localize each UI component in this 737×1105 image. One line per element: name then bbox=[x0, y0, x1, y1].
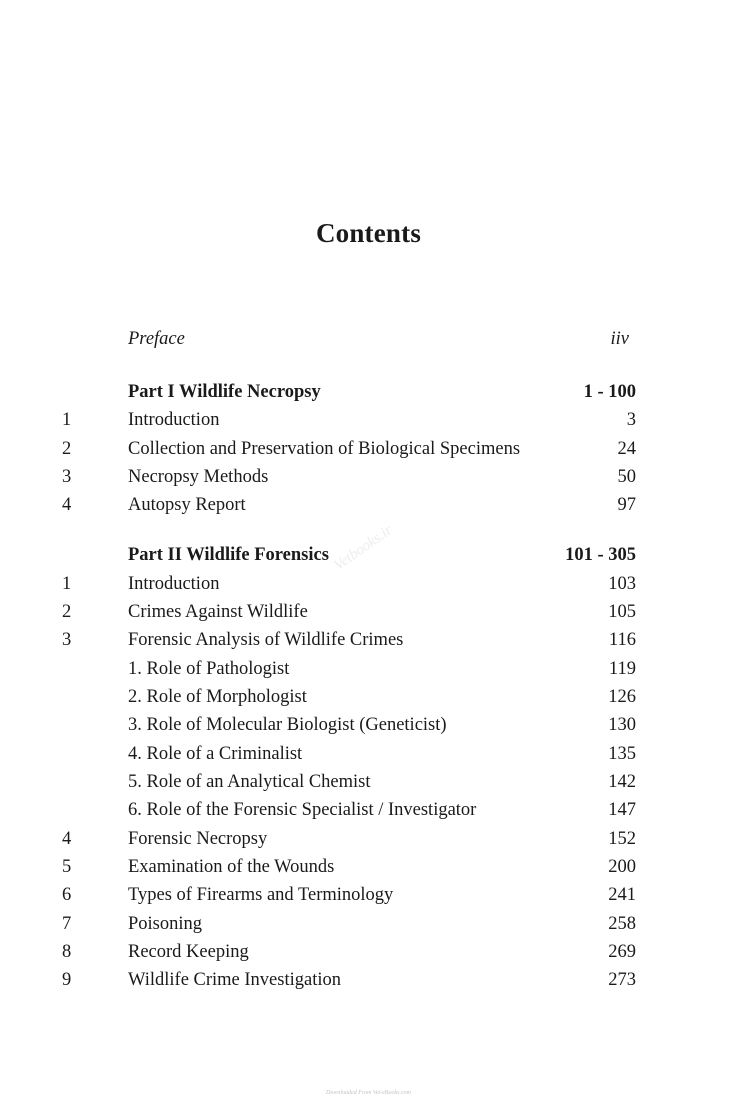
entry-page: 273 bbox=[608, 970, 636, 990]
entry-page: 269 bbox=[608, 942, 636, 962]
entry-page: 105 bbox=[608, 602, 636, 622]
entry-page: 24 bbox=[617, 439, 636, 459]
entry-page: 200 bbox=[608, 857, 636, 877]
entry-title: 2. Role of Morphologist bbox=[128, 687, 307, 707]
entry-page: 103 bbox=[608, 574, 636, 594]
toc-entry[interactable] bbox=[0, 435, 737, 463]
toc-entry[interactable] bbox=[0, 881, 737, 909]
toc-entry[interactable] bbox=[0, 966, 737, 994]
toc-entry[interactable] bbox=[0, 406, 737, 434]
entry-title: Autopsy Report bbox=[128, 495, 246, 515]
toc-entry[interactable] bbox=[0, 825, 737, 853]
entry-title: 6. Role of the Forensic Specialist / Investigator bbox=[128, 800, 477, 820]
entry-title: 4. Role of a Criminalist bbox=[128, 744, 303, 764]
entry-title: Collection and Preservation of Biological Specimens bbox=[128, 439, 521, 459]
toc-subentry[interactable] bbox=[0, 740, 737, 768]
entry-page: 142 bbox=[608, 772, 636, 792]
entry-title: 3. Role of Molecular Biologist (Geneticist) bbox=[128, 715, 447, 735]
entry-page: 116 bbox=[608, 630, 636, 650]
entry-title: Forensic Analysis of Wildlife Crimes bbox=[128, 630, 404, 650]
entry-number: 1 bbox=[62, 574, 72, 594]
entry-page: 241 bbox=[608, 885, 636, 905]
toc-subentry[interactable] bbox=[0, 796, 737, 824]
entry-title: 1. Role of Pathologist bbox=[128, 659, 290, 679]
toc-entry[interactable] bbox=[0, 938, 737, 966]
page-title: Contents bbox=[315, 218, 422, 248]
entry-number: 3 bbox=[62, 467, 72, 487]
entry-number: 7 bbox=[62, 914, 72, 934]
footer-note: Downloaded From Vet-eBooks.com bbox=[326, 1090, 411, 1096]
entry-title: Crimes Against Wildlife bbox=[128, 602, 308, 622]
toc-subentry[interactable] bbox=[0, 683, 737, 711]
entry-page: 258 bbox=[608, 914, 636, 934]
entry-title: Forensic Necropsy bbox=[128, 829, 268, 849]
entry-page: 126 bbox=[608, 687, 636, 707]
entry-page: 130 bbox=[608, 715, 636, 735]
toc-entry[interactable] bbox=[0, 463, 737, 491]
toc-part-heading[interactable] bbox=[0, 378, 737, 406]
entry-number: 1 bbox=[62, 410, 72, 430]
entry-title: Examination of the Wounds bbox=[128, 857, 335, 877]
entry-title: Types of Firearms and Terminology bbox=[128, 885, 394, 905]
entry-number: 3 bbox=[62, 630, 72, 650]
entry-title: Poisoning bbox=[128, 914, 203, 934]
entry-number: 4 bbox=[62, 829, 72, 849]
entry-page: 147 bbox=[608, 800, 636, 820]
part-heading-label: Part II Wildlife Forensics bbox=[128, 545, 329, 565]
entry-title: Record Keeping bbox=[128, 942, 249, 962]
entry-number: 9 bbox=[62, 970, 72, 990]
part-heading-page: 101 - 305 bbox=[565, 545, 636, 565]
part-heading-label: Part I Wildlife Necropsy bbox=[128, 382, 321, 402]
toc-preface[interactable] bbox=[0, 325, 737, 353]
entry-page: 97 bbox=[617, 495, 636, 515]
toc-entry[interactable] bbox=[0, 910, 737, 938]
entry-number: 2 bbox=[62, 439, 72, 459]
entry-number: 4 bbox=[62, 495, 72, 515]
entry-title: Introduction bbox=[128, 574, 220, 594]
watermark: Vetbooks.ir bbox=[331, 522, 396, 574]
toc-entry[interactable] bbox=[0, 626, 737, 654]
entry-page: 3 bbox=[626, 410, 636, 430]
toc-entry[interactable] bbox=[0, 491, 737, 519]
toc-subentry[interactable] bbox=[0, 655, 737, 683]
preface-label: Preface bbox=[128, 329, 185, 349]
preface-page: iiv bbox=[610, 329, 629, 349]
toc-subentry[interactable] bbox=[0, 768, 737, 796]
toc-entry[interactable] bbox=[0, 598, 737, 626]
toc-entry[interactable] bbox=[0, 570, 737, 598]
entry-title: Wildlife Crime Investigation bbox=[128, 970, 341, 990]
entry-page: 135 bbox=[608, 744, 636, 764]
entry-number: 5 bbox=[62, 857, 72, 877]
entry-page: 152 bbox=[608, 829, 636, 849]
entry-number: 2 bbox=[62, 602, 72, 622]
entry-page: 119 bbox=[608, 659, 636, 679]
toc-subentry[interactable] bbox=[0, 711, 737, 739]
toc-entry[interactable] bbox=[0, 853, 737, 881]
entry-page: 50 bbox=[617, 467, 636, 487]
part-heading-page: 1 - 100 bbox=[583, 382, 636, 402]
entry-number: 6 bbox=[62, 885, 72, 905]
entry-number: 8 bbox=[62, 942, 72, 962]
entry-title: 5. Role of an Analytical Chemist bbox=[128, 772, 371, 792]
entry-title: Introduction bbox=[128, 410, 220, 430]
entry-title: Necropsy Methods bbox=[128, 467, 269, 487]
